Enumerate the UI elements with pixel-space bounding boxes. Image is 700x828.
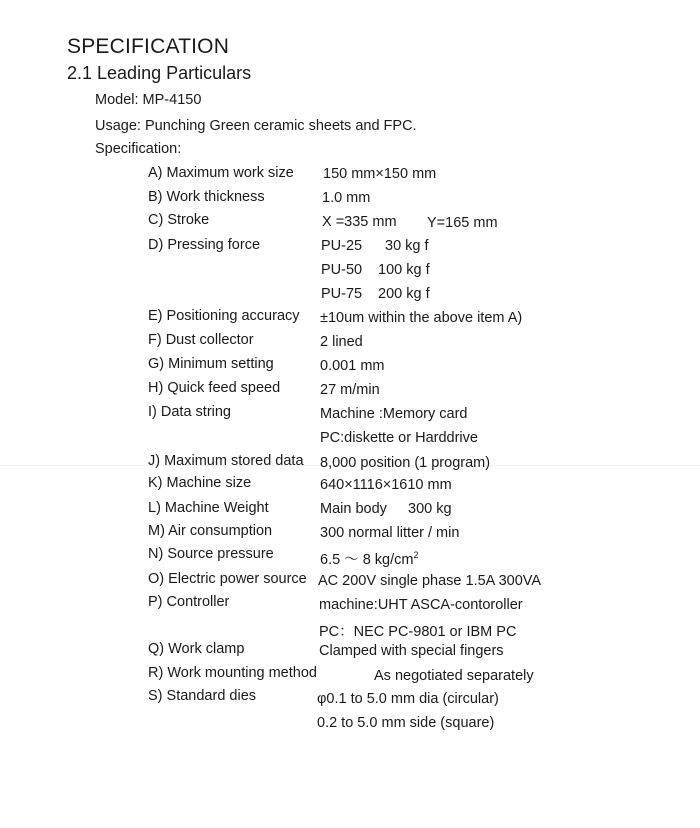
spec-label-controller: P) Controller <box>148 594 230 610</box>
spec-label-standard-dies: S) Standard dies <box>148 688 257 704</box>
spec-value-pu25-force: 30 kg f <box>385 238 429 254</box>
spec-label-positioning-accuracy: E) Positioning accuracy <box>148 308 300 324</box>
usage-line: Usage: Punching Green ceramic sheets and FPC. <box>95 118 417 134</box>
spec-value-weight: 300 kg <box>408 501 452 517</box>
spec-label-max-stored-data: J) Maximum stored data <box>148 453 304 469</box>
spec-value-positioning-accuracy: ±10um within the above item A) <box>320 310 523 326</box>
spec-value-source-pressure-main: 6.5 ～ 8 kg/cm <box>320 552 414 568</box>
spec-label-stroke: C) Stroke <box>148 212 210 228</box>
spec-label-quick-feed-speed: H) Quick feed speed <box>148 380 281 396</box>
spec-label-machine-size: K) Machine size <box>148 475 252 491</box>
spec-value-data-string-pc: PC:diskette or Harddrive <box>320 430 478 446</box>
spec-value-pu50-model: PU-50 <box>321 262 363 278</box>
spec-label-source-pressure: N) Source pressure <box>148 546 274 562</box>
spec-value-standard-dies-square: 0.2 to 5.0 mm side (square) <box>317 715 495 731</box>
model-line: Model: MP-4150 <box>95 92 202 108</box>
spec-label-electric-power-source: O) Electric power source <box>148 571 307 587</box>
spec-value-standard-dies-circular: φ0.1 to 5.0 mm dia (circular) <box>317 691 499 707</box>
spec-label-machine-weight: L) Machine Weight <box>148 500 269 516</box>
spec-value-weight-part: Main body <box>320 501 387 517</box>
spec-label-work-mounting-method: R) Work mounting method <box>148 665 317 681</box>
spec-value-quick-feed-speed: 27 m/min <box>320 382 380 398</box>
spec-value-air-consumption: 300 normal litter / min <box>320 525 460 541</box>
spec-value-source-pressure-exponent: 2 <box>413 550 419 561</box>
document-title: SPECIFICATION <box>67 35 230 58</box>
spec-value-pu75-model: PU-75 <box>321 286 363 302</box>
spec-label-work-thickness: B) Work thickness <box>148 189 265 205</box>
spec-value-work-clamp: Clamped with special fingers <box>319 643 504 659</box>
spec-value-max-work-size: 150 mm×150 mm <box>323 166 437 182</box>
spec-value-stroke-x: X =335 mm <box>322 214 397 230</box>
spec-value-dust-collector: 2 lined <box>320 334 363 350</box>
spec-label-pressing-force: D) Pressing force <box>148 237 261 253</box>
spec-label-minimum-setting: G) Minimum setting <box>148 356 274 372</box>
spec-value-source-pressure <box>320 548 419 569</box>
spec-value-machine-size: 640×1116×1610 mm <box>320 477 452 493</box>
spec-label-max-work-size: A) Maximum work size <box>148 165 294 181</box>
spec-value-pu25-model: PU-25 <box>321 238 363 254</box>
spec-value-controller-machine: machine:UHT ASCA-contoroller <box>319 597 523 613</box>
spec-value-minimum-setting: 0.001 mm <box>320 358 385 374</box>
spec-value-electric-power-source: AC 200V single phase 1.5A 300VA <box>318 573 542 589</box>
spec-label-dust-collector: F) Dust collector <box>148 332 254 348</box>
spec-value-pu50-force: 100 kg f <box>378 262 430 278</box>
spec-value-controller-pc: PC：NEC PC-9801 or IBM PC <box>319 624 517 640</box>
spec-value-data-string-machine: Machine :Memory card <box>320 406 468 422</box>
spec-value-stroke-y: Y=165 mm <box>427 215 498 231</box>
spec-label-air-consumption: M) Air consumption <box>148 523 273 539</box>
spec-value-work-thickness: 1.0 mm <box>322 190 371 206</box>
spec-value-max-stored-data: 8,000 position (1 program) <box>320 455 491 471</box>
spec-value-pu75-force: 200 kg f <box>378 286 430 302</box>
specification-label: Specification: <box>95 141 182 157</box>
spec-label-work-clamp: Q) Work clamp <box>148 641 245 657</box>
spec-value-work-mounting-method: As negotiated separately <box>374 668 534 684</box>
spec-label-data-string: I) Data string <box>148 404 231 420</box>
section-heading: 2.1 Leading Particulars <box>67 63 252 83</box>
